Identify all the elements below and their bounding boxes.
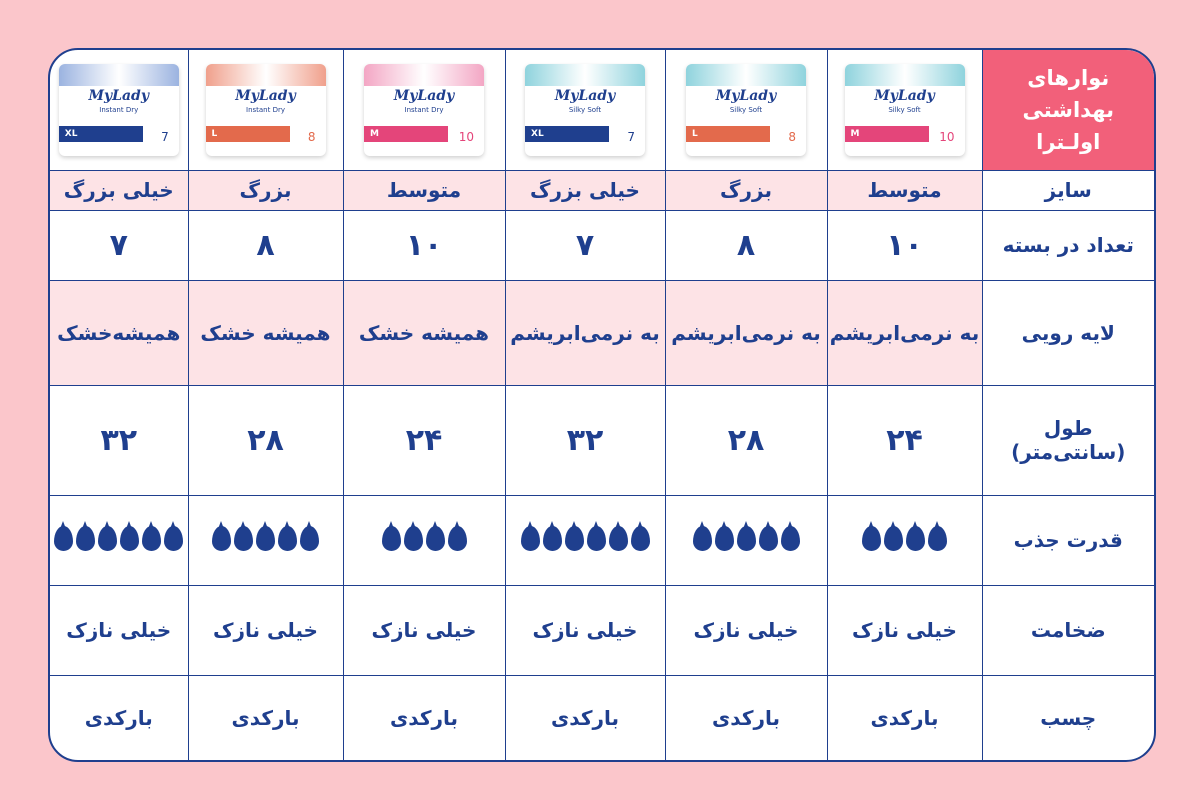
pack-brand-logo: MyLady (393, 87, 455, 104)
adhesive-value: بارکدی (827, 675, 982, 760)
pack-size-band: M (364, 126, 448, 142)
drop-icon (234, 526, 253, 551)
drop-icon (906, 526, 925, 551)
pack-size-band: L (686, 126, 770, 142)
absorb-rating (827, 495, 982, 585)
pack-count: 10 (458, 129, 474, 144)
pack-size-band: M (845, 126, 929, 142)
product-pack-image (59, 64, 179, 156)
product-pack-image (206, 64, 326, 156)
pack-subtitle: Instant Dry (246, 105, 285, 114)
pack-subtitle: Instant Dry (99, 105, 139, 114)
pack-brand-logo: MyLady (88, 87, 149, 104)
pack-count: 8 (307, 129, 316, 144)
layer-row (50, 280, 1154, 385)
pack-subtitle: Silky Soft (888, 105, 921, 114)
drop-rating (521, 526, 650, 551)
drop-icon (521, 526, 540, 551)
length-row (50, 385, 1154, 495)
product-image-cell (50, 50, 188, 170)
length-value: ۲۸ (188, 385, 343, 495)
pack-decoration (686, 64, 806, 86)
drop-icon (543, 526, 562, 551)
pack-decoration (206, 64, 326, 86)
absorb-rating (50, 495, 188, 585)
length-value: ۲۴ (827, 385, 982, 495)
thickness-value: خیلی نازک (188, 585, 343, 675)
absorb-rating (188, 495, 343, 585)
drop-icon (98, 526, 117, 551)
pack-decoration (525, 64, 645, 86)
product-image-cell (343, 50, 505, 170)
thickness-value: خیلی نازک (505, 585, 665, 675)
pack-size-band: XL (525, 126, 609, 142)
adhesive-value: بارکدی (665, 675, 827, 760)
pack-subtitle: Silky Soft (568, 105, 602, 114)
layer-value: به نرمی‌ابریشم (505, 280, 665, 385)
pack-brand-logo: MyLady (715, 87, 777, 104)
drop-icon (565, 526, 584, 551)
comparison-table (50, 50, 1154, 760)
product-pack-image (686, 64, 806, 156)
product-image-cell (188, 50, 343, 170)
count-value: ۷ (50, 210, 188, 280)
adhesive-value: بارکدی (505, 675, 665, 760)
length-value: ۲۴ (343, 385, 505, 495)
product-image-cell (665, 50, 827, 170)
drop-icon (781, 526, 800, 551)
pack-size-band: XL (59, 126, 143, 142)
size-row (50, 170, 1154, 210)
drop-icon (609, 526, 628, 551)
drop-icon (862, 526, 881, 551)
row-label-absorb: قدرت جذب (982, 495, 1154, 585)
row-label-thickness: ضخامت (982, 585, 1154, 675)
drop-icon (737, 526, 756, 551)
drop-icon (256, 526, 275, 551)
drop-icon (300, 526, 319, 551)
pack-size-band: L (206, 126, 290, 142)
size-value: بزرگ (665, 170, 827, 210)
drop-rating (382, 526, 467, 551)
thickness-value: خیلی نازک (50, 585, 188, 675)
product-image-cell (827, 50, 982, 170)
count-value: ۱۰ (827, 210, 982, 280)
drop-icon (631, 526, 650, 551)
drop-rating (693, 526, 800, 551)
product-pack-image (525, 64, 645, 156)
drop-icon (76, 526, 95, 551)
drop-icon (404, 526, 423, 551)
size-value: متوسط (343, 170, 505, 210)
pack-count: 10 (939, 129, 955, 144)
absorb-rating (505, 495, 665, 585)
adhesive-value: بارکدی (50, 675, 188, 760)
drop-icon (164, 526, 183, 551)
header-row (50, 50, 1154, 170)
pack-decoration (845, 64, 965, 86)
length-value: ۳۲ (50, 385, 188, 495)
pack-decoration (59, 64, 179, 86)
adhesive-row (50, 675, 1154, 760)
drop-icon (426, 526, 445, 551)
pack-decoration (364, 64, 484, 86)
length-value: ۳۲ (505, 385, 665, 495)
drop-icon (693, 526, 712, 551)
length-label: طول (1043, 416, 1093, 440)
pack-count: 7 (627, 129, 635, 144)
layer-value: همیشه خشک (188, 280, 343, 385)
table-title (982, 50, 1154, 170)
row-label-layer: لایه رویی (982, 280, 1154, 385)
pack-count: 7 (161, 129, 169, 144)
drop-icon (448, 526, 467, 551)
product-pack-image (845, 64, 965, 156)
layer-value: به نرمی‌ابریشم (665, 280, 827, 385)
layer-value: همیشه‌خشک (50, 280, 188, 385)
length-unit: (سانتی‌متر) (1011, 440, 1126, 464)
drop-icon (928, 526, 947, 551)
count-value: ۸ (665, 210, 827, 280)
count-value: ۱۰ (343, 210, 505, 280)
pack-count: 8 (788, 129, 796, 144)
row-label-count: تعداد در بسته (982, 210, 1154, 280)
thickness-value: خیلی نازک (665, 585, 827, 675)
comparison-card (48, 48, 1156, 762)
thickness-value: خیلی نازک (827, 585, 982, 675)
row-label-adhesive: چسب (982, 675, 1154, 760)
product-pack-image (364, 64, 484, 156)
pack-subtitle: Instant Dry (404, 105, 444, 114)
layer-value: به نرمی‌ابریشم (827, 280, 982, 385)
thickness-value: خیلی نازک (343, 585, 505, 675)
drop-rating (54, 526, 183, 551)
pack-brand-logo: MyLady (554, 87, 616, 104)
count-value: ۷ (505, 210, 665, 280)
size-value: خیلی بزرگ (50, 170, 188, 210)
drop-rating (212, 526, 319, 551)
drop-icon (382, 526, 401, 551)
drop-icon (120, 526, 139, 551)
thickness-row (50, 585, 1154, 675)
size-value: خیلی بزرگ (505, 170, 665, 210)
drop-icon (884, 526, 903, 551)
size-value: متوسط (827, 170, 982, 210)
drop-icon (715, 526, 734, 551)
title-line-2: اولـترا (1036, 129, 1101, 154)
count-value: ۸ (188, 210, 343, 280)
layer-value: همیشه خشک (343, 280, 505, 385)
drop-rating (862, 526, 947, 551)
drop-icon (142, 526, 161, 551)
drop-icon (759, 526, 778, 551)
absorb-row (50, 495, 1154, 585)
drop-icon (278, 526, 297, 551)
drop-icon (587, 526, 606, 551)
adhesive-value: بارکدی (188, 675, 343, 760)
row-label-size: سایز (982, 170, 1154, 210)
absorb-rating (665, 495, 827, 585)
size-value: بزرگ (188, 170, 343, 210)
absorb-rating (343, 495, 505, 585)
count-row (50, 210, 1154, 280)
length-value: ۲۸ (665, 385, 827, 495)
row-label-length (982, 385, 1154, 495)
drop-icon (54, 526, 73, 551)
pack-brand-logo: MyLady (235, 87, 296, 104)
adhesive-value: بارکدی (343, 675, 505, 760)
drop-icon (212, 526, 231, 551)
title-line-1: نوارهای بهداشتی (1022, 65, 1115, 122)
product-image-cell (505, 50, 665, 170)
pack-brand-logo: MyLady (874, 87, 935, 104)
pack-subtitle: Silky Soft (729, 105, 763, 114)
